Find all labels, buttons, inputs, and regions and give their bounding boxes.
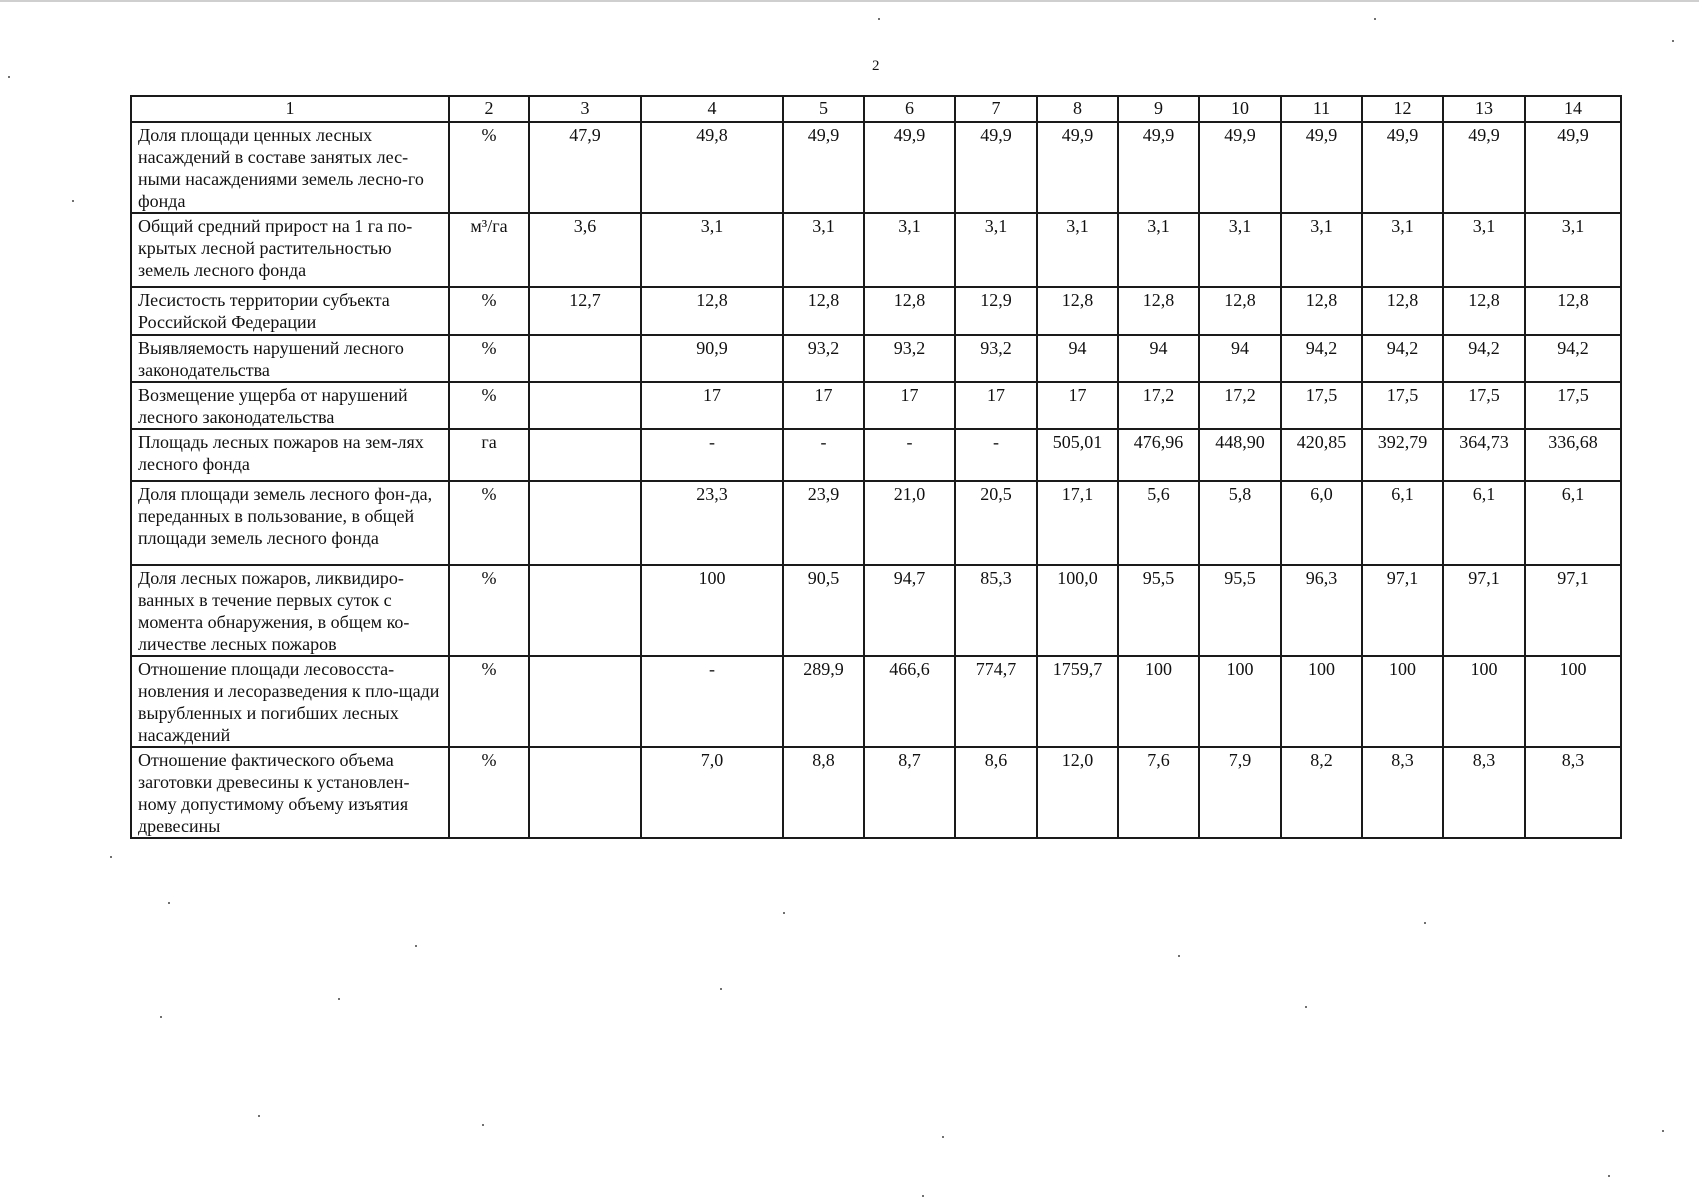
indicator-unit: % bbox=[449, 747, 529, 838]
indicator-value: 17,5 bbox=[1362, 382, 1443, 429]
indicator-value: 49,8 bbox=[641, 122, 783, 213]
indicator-value: 49,9 bbox=[1525, 122, 1621, 213]
indicator-value: 49,9 bbox=[1443, 122, 1525, 213]
scan-speck bbox=[1374, 18, 1376, 20]
table-row bbox=[131, 335, 1621, 382]
indicator-value: 12,8 bbox=[1118, 287, 1199, 335]
scan-speck bbox=[1662, 1130, 1664, 1132]
scan-speck bbox=[1305, 1006, 1307, 1008]
indicator-value: 8,2 bbox=[1281, 747, 1362, 838]
table-row bbox=[131, 565, 1621, 656]
indicator-value: 448,90 bbox=[1199, 429, 1281, 481]
column-number-14: 14 bbox=[1525, 96, 1621, 122]
indicator-value: 21,0 bbox=[864, 481, 955, 565]
indicator-value: 96,3 bbox=[1281, 565, 1362, 656]
indicator-name: Площадь лесных пожаров на зем-лях лесного фонда bbox=[131, 429, 449, 481]
indicator-value: 49,9 bbox=[783, 122, 864, 213]
indicator-value: - bbox=[955, 429, 1037, 481]
column-number-12: 12 bbox=[1362, 96, 1443, 122]
indicator-value: 49,9 bbox=[1037, 122, 1118, 213]
indicator-value: 20,5 bbox=[955, 481, 1037, 565]
column-number-4: 4 bbox=[641, 96, 783, 122]
column-number-13: 13 bbox=[1443, 96, 1525, 122]
indicator-value: 97,1 bbox=[1362, 565, 1443, 656]
indicator-value: 17,5 bbox=[1281, 382, 1362, 429]
indicator-value: 100 bbox=[1199, 656, 1281, 747]
indicator-value: 12,8 bbox=[783, 287, 864, 335]
scan-speck bbox=[415, 945, 417, 947]
indicator-value: 49,9 bbox=[1199, 122, 1281, 213]
indicator-value bbox=[529, 656, 641, 747]
indicator-value: 94,7 bbox=[864, 565, 955, 656]
scan-speck bbox=[720, 988, 722, 990]
indicator-value: 3,1 bbox=[864, 213, 955, 287]
page-number: 2 bbox=[872, 58, 880, 74]
indicator-value: 3,1 bbox=[1362, 213, 1443, 287]
scan-speck bbox=[482, 1124, 484, 1126]
indicator-value: 12,8 bbox=[1037, 287, 1118, 335]
scan-speck bbox=[1672, 40, 1674, 42]
indicator-value: 3,1 bbox=[1118, 213, 1199, 287]
column-number-6: 6 bbox=[864, 96, 955, 122]
column-number-10: 10 bbox=[1199, 96, 1281, 122]
indicator-unit: % bbox=[449, 122, 529, 213]
table-row bbox=[131, 213, 1621, 287]
indicator-value: 23,9 bbox=[783, 481, 864, 565]
indicator-value: 85,3 bbox=[955, 565, 1037, 656]
scan-speck bbox=[1178, 955, 1180, 957]
indicator-value: 3,1 bbox=[1525, 213, 1621, 287]
indicator-value: 94 bbox=[1037, 335, 1118, 382]
table-header bbox=[131, 96, 1621, 122]
indicator-unit: % bbox=[449, 656, 529, 747]
scan-speck bbox=[168, 902, 170, 904]
column-number-3: 3 bbox=[529, 96, 641, 122]
indicator-value: 420,85 bbox=[1281, 429, 1362, 481]
indicator-value bbox=[529, 429, 641, 481]
indicator-value: 17 bbox=[783, 382, 864, 429]
scan-speck bbox=[8, 76, 10, 78]
indicator-value: 94,2 bbox=[1525, 335, 1621, 382]
column-number-9: 9 bbox=[1118, 96, 1199, 122]
table-body bbox=[131, 122, 1621, 838]
indicator-value: 3,1 bbox=[955, 213, 1037, 287]
header-row bbox=[131, 96, 1621, 122]
scan-speck bbox=[1608, 1175, 1610, 1177]
indicator-value: 6,0 bbox=[1281, 481, 1362, 565]
indicator-value: 12,8 bbox=[641, 287, 783, 335]
indicator-value: 392,79 bbox=[1362, 429, 1443, 481]
indicator-value: 49,9 bbox=[864, 122, 955, 213]
indicator-value: - bbox=[641, 429, 783, 481]
column-number-11: 11 bbox=[1281, 96, 1362, 122]
scan-speck bbox=[338, 998, 340, 1000]
indicator-value: 774,7 bbox=[955, 656, 1037, 747]
indicator-value: 12,8 bbox=[1443, 287, 1525, 335]
indicator-value: - bbox=[783, 429, 864, 481]
scan-speck bbox=[942, 1136, 944, 1138]
indicator-value: 49,9 bbox=[1281, 122, 1362, 213]
column-number-5: 5 bbox=[783, 96, 864, 122]
column-number-2: 2 bbox=[449, 96, 529, 122]
indicator-value: 5,8 bbox=[1199, 481, 1281, 565]
column-number-8: 8 bbox=[1037, 96, 1118, 122]
indicator-value: 17,5 bbox=[1443, 382, 1525, 429]
indicator-value bbox=[529, 565, 641, 656]
indicator-value: 3,1 bbox=[1281, 213, 1362, 287]
indicator-unit: % bbox=[449, 481, 529, 565]
indicator-value: 17,1 bbox=[1037, 481, 1118, 565]
table-row bbox=[131, 656, 1621, 747]
scan-speck bbox=[922, 1195, 924, 1197]
indicator-value bbox=[529, 335, 641, 382]
indicator-value: 17,2 bbox=[1199, 382, 1281, 429]
indicator-value: 3,1 bbox=[783, 213, 864, 287]
indicator-unit: м³/га bbox=[449, 213, 529, 287]
indicator-value: 100 bbox=[1525, 656, 1621, 747]
indicator-value: 17 bbox=[864, 382, 955, 429]
indicator-value: 364,73 bbox=[1443, 429, 1525, 481]
table-row bbox=[131, 122, 1621, 213]
indicator-value: 47,9 bbox=[529, 122, 641, 213]
indicator-value: 95,5 bbox=[1118, 565, 1199, 656]
indicator-value: - bbox=[864, 429, 955, 481]
indicator-value: 94,2 bbox=[1281, 335, 1362, 382]
indicator-unit: % bbox=[449, 335, 529, 382]
indicator-value: 97,1 bbox=[1525, 565, 1621, 656]
indicator-value: 17 bbox=[641, 382, 783, 429]
indicator-value: 94 bbox=[1199, 335, 1281, 382]
indicator-value: 7,9 bbox=[1199, 747, 1281, 838]
indicator-value: 3,1 bbox=[641, 213, 783, 287]
indicator-table bbox=[130, 95, 1622, 839]
table-row bbox=[131, 481, 1621, 565]
indicator-value: 12,8 bbox=[1281, 287, 1362, 335]
indicator-value: 94,2 bbox=[1443, 335, 1525, 382]
indicator-value: 100 bbox=[1281, 656, 1362, 747]
scan-speck bbox=[783, 912, 785, 914]
indicator-value: 3,1 bbox=[1037, 213, 1118, 287]
indicator-name: Отношение площади лесовосста-новления и лесоразведения к пло-щади вырубленных и погибших лесных насаждений bbox=[131, 656, 449, 747]
indicator-table-container bbox=[130, 95, 1620, 839]
indicator-name: Выявляемость нарушений лесного законодательства bbox=[131, 335, 449, 382]
scan-speck bbox=[110, 856, 112, 858]
indicator-value: 12,8 bbox=[1199, 287, 1281, 335]
table-row bbox=[131, 382, 1621, 429]
indicator-value: 289,9 bbox=[783, 656, 864, 747]
indicator-value: 6,1 bbox=[1362, 481, 1443, 565]
indicator-value: 100,0 bbox=[1037, 565, 1118, 656]
indicator-value: 94 bbox=[1118, 335, 1199, 382]
indicator-value: 505,01 bbox=[1037, 429, 1118, 481]
scan-speck bbox=[258, 1115, 260, 1117]
indicator-value: 8,6 bbox=[955, 747, 1037, 838]
indicator-value: 12,8 bbox=[864, 287, 955, 335]
indicator-value: 17,5 bbox=[1525, 382, 1621, 429]
scan-speck bbox=[160, 1016, 162, 1018]
indicator-value: 17,2 bbox=[1118, 382, 1199, 429]
indicator-value bbox=[529, 481, 641, 565]
indicator-value: 8,3 bbox=[1362, 747, 1443, 838]
indicator-value: 49,9 bbox=[955, 122, 1037, 213]
column-number-7: 7 bbox=[955, 96, 1037, 122]
indicator-name: Возмещение ущерба от нарушений лесного законодательства bbox=[131, 382, 449, 429]
indicator-unit: % bbox=[449, 287, 529, 335]
indicator-value: 8,3 bbox=[1443, 747, 1525, 838]
indicator-value bbox=[529, 747, 641, 838]
indicator-value: 17 bbox=[955, 382, 1037, 429]
indicator-value: 5,6 bbox=[1118, 481, 1199, 565]
indicator-name: Доля лесных пожаров, ликвидиро-ванных в течение первых суток с момента обнаружения, в общем ко-личестве лесных пожаров bbox=[131, 565, 449, 656]
indicator-unit: % bbox=[449, 382, 529, 429]
indicator-value: 12,8 bbox=[1525, 287, 1621, 335]
scan-speck bbox=[72, 200, 74, 202]
indicator-value: 93,2 bbox=[864, 335, 955, 382]
indicator-value: 100 bbox=[1118, 656, 1199, 747]
indicator-value: 3,6 bbox=[529, 213, 641, 287]
indicator-value bbox=[529, 382, 641, 429]
indicator-name: Лесистость территории субъекта Российской Федерации bbox=[131, 287, 449, 335]
indicator-value: 1759,7 bbox=[1037, 656, 1118, 747]
scan-speck bbox=[878, 18, 880, 20]
indicator-value: 7,0 bbox=[641, 747, 783, 838]
indicator-value: 17 bbox=[1037, 382, 1118, 429]
indicator-value: 12,0 bbox=[1037, 747, 1118, 838]
indicator-value: 12,9 bbox=[955, 287, 1037, 335]
indicator-value: 97,1 bbox=[1443, 565, 1525, 656]
indicator-name: Общий средний прирост на 1 га по-крытых лесной растительностью земель лесного фонда bbox=[131, 213, 449, 287]
indicator-value: 93,2 bbox=[955, 335, 1037, 382]
indicator-name: Доля площади земель лесного фон-да, переданных в пользование, в общей площади земель лесного фонда bbox=[131, 481, 449, 565]
indicator-value: 476,96 bbox=[1118, 429, 1199, 481]
table-row bbox=[131, 287, 1621, 335]
indicator-value: 90,5 bbox=[783, 565, 864, 656]
column-number-1: 1 bbox=[131, 96, 449, 122]
indicator-value: 100 bbox=[1443, 656, 1525, 747]
table-row bbox=[131, 429, 1621, 481]
indicator-unit: % bbox=[449, 565, 529, 656]
scan-top-edge bbox=[0, 0, 1699, 2]
indicator-value: 8,3 bbox=[1525, 747, 1621, 838]
indicator-value: 466,6 bbox=[864, 656, 955, 747]
indicator-value: 49,9 bbox=[1118, 122, 1199, 213]
indicator-value: 100 bbox=[641, 565, 783, 656]
indicator-value: 94,2 bbox=[1362, 335, 1443, 382]
indicator-value: 100 bbox=[1362, 656, 1443, 747]
indicator-value: 12,7 bbox=[529, 287, 641, 335]
indicator-value: 8,7 bbox=[864, 747, 955, 838]
scan-speck bbox=[1424, 922, 1426, 924]
indicator-value: 336,68 bbox=[1525, 429, 1621, 481]
indicator-unit: га bbox=[449, 429, 529, 481]
indicator-value: 90,9 bbox=[641, 335, 783, 382]
indicator-value: 3,1 bbox=[1199, 213, 1281, 287]
indicator-value: 95,5 bbox=[1199, 565, 1281, 656]
indicator-value: 8,8 bbox=[783, 747, 864, 838]
indicator-value: 6,1 bbox=[1525, 481, 1621, 565]
indicator-value: 23,3 bbox=[641, 481, 783, 565]
table-row bbox=[131, 747, 1621, 838]
indicator-value: 49,9 bbox=[1362, 122, 1443, 213]
indicator-value: 12,8 bbox=[1362, 287, 1443, 335]
indicator-value: 93,2 bbox=[783, 335, 864, 382]
indicator-value: - bbox=[641, 656, 783, 747]
indicator-value: 3,1 bbox=[1443, 213, 1525, 287]
indicator-value: 7,6 bbox=[1118, 747, 1199, 838]
indicator-value: 6,1 bbox=[1443, 481, 1525, 565]
indicator-name: Отношение фактического объема заготовки древесины к установлен-ному допустимому объему изъятия древесины bbox=[131, 747, 449, 838]
indicator-name: Доля площади ценных лесных насаждений в составе занятых лес-ными насаждениями земель лесно-го фонда bbox=[131, 122, 449, 213]
